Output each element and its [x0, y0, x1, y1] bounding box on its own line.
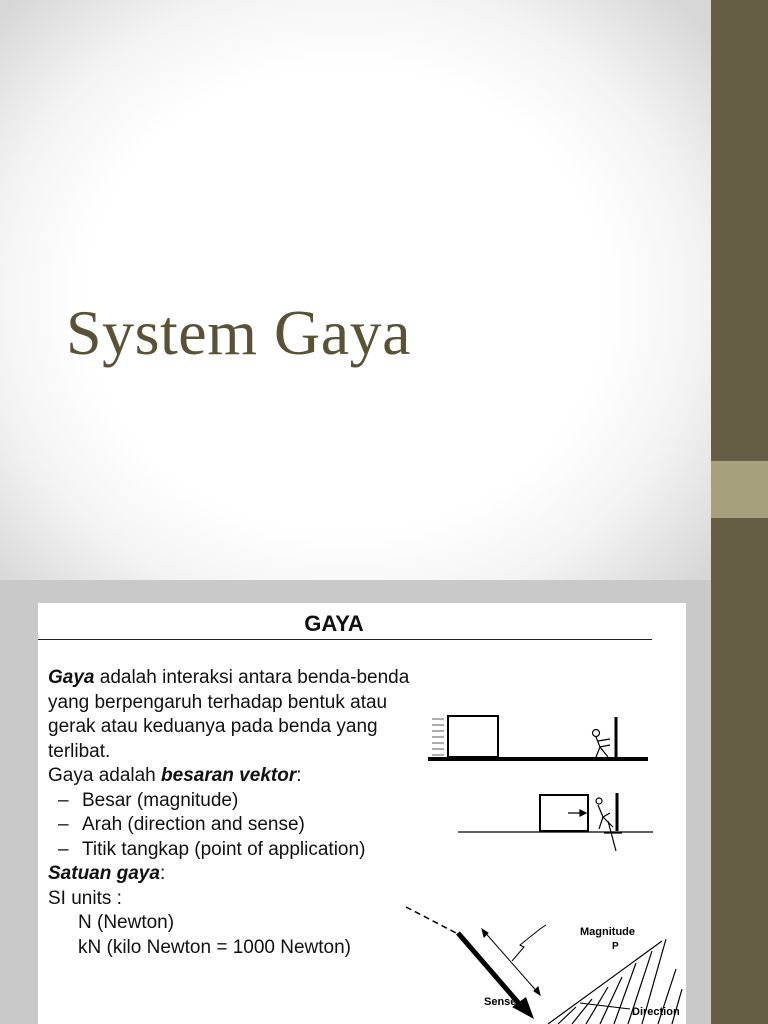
list-item [58, 813, 428, 838]
direction-pointer [580, 1003, 630, 1009]
line-of-action [406, 907, 460, 935]
magnitude-dimension [482, 925, 546, 995]
definition-text: adalah interaksi antara benda-benda yang berpengaruh terhadap bentuk atau gerak atau keduanya pada benda yang terlibat. [48, 667, 410, 762]
direction-label: Direction [632, 1006, 680, 1018]
list-dash: – [58, 789, 69, 811]
magnitude-label: Magnitude [580, 926, 635, 938]
document-page [38, 603, 686, 1024]
list-dash: – [58, 814, 69, 835]
list-dash: – [58, 838, 69, 860]
push-box-figure [426, 711, 666, 766]
definition-paragraph [48, 666, 428, 764]
unit-kilonewton: kN (kilo Newton = 1000 Newton) [78, 936, 351, 958]
list-item [58, 789, 428, 814]
vector-paragraph [48, 764, 428, 789]
vector-properties-list [48, 789, 428, 863]
wall-hatch [432, 719, 444, 755]
list-item [58, 838, 428, 863]
list-item-text: Arah (direction and sense) [82, 814, 305, 835]
accent-band-highlight [711, 461, 768, 518]
magnitude-symbol: P [612, 941, 619, 952]
vector-suffix: : [296, 765, 302, 786]
person-icon [593, 730, 611, 758]
contact-force-figure [458, 783, 658, 853]
list-item-text: Besar (magnitude) [82, 789, 239, 811]
force-vector-figure [400, 899, 686, 1024]
units-heading-line [48, 862, 428, 887]
unit-newton: N (Newton) [78, 912, 175, 933]
sense-label: Sense [484, 996, 517, 1008]
units-heading-suffix: : [159, 863, 166, 884]
list-item-text: Titik tangkap (point of application) [82, 838, 366, 860]
heading-rule [38, 639, 652, 640]
document-heading: GAYA [304, 611, 364, 636]
definition-term: Gaya [48, 667, 95, 688]
slide-title: System Gaya [66, 297, 411, 368]
vector-prefix: Gaya adalah [48, 765, 162, 786]
si-units-label: SI units : [48, 887, 122, 909]
document-body [48, 666, 428, 960]
box-shape [448, 716, 498, 757]
units-heading: Satuan gaya [48, 863, 160, 884]
vector-term: besaran vektor [161, 765, 297, 786]
person-icon [596, 798, 613, 829]
